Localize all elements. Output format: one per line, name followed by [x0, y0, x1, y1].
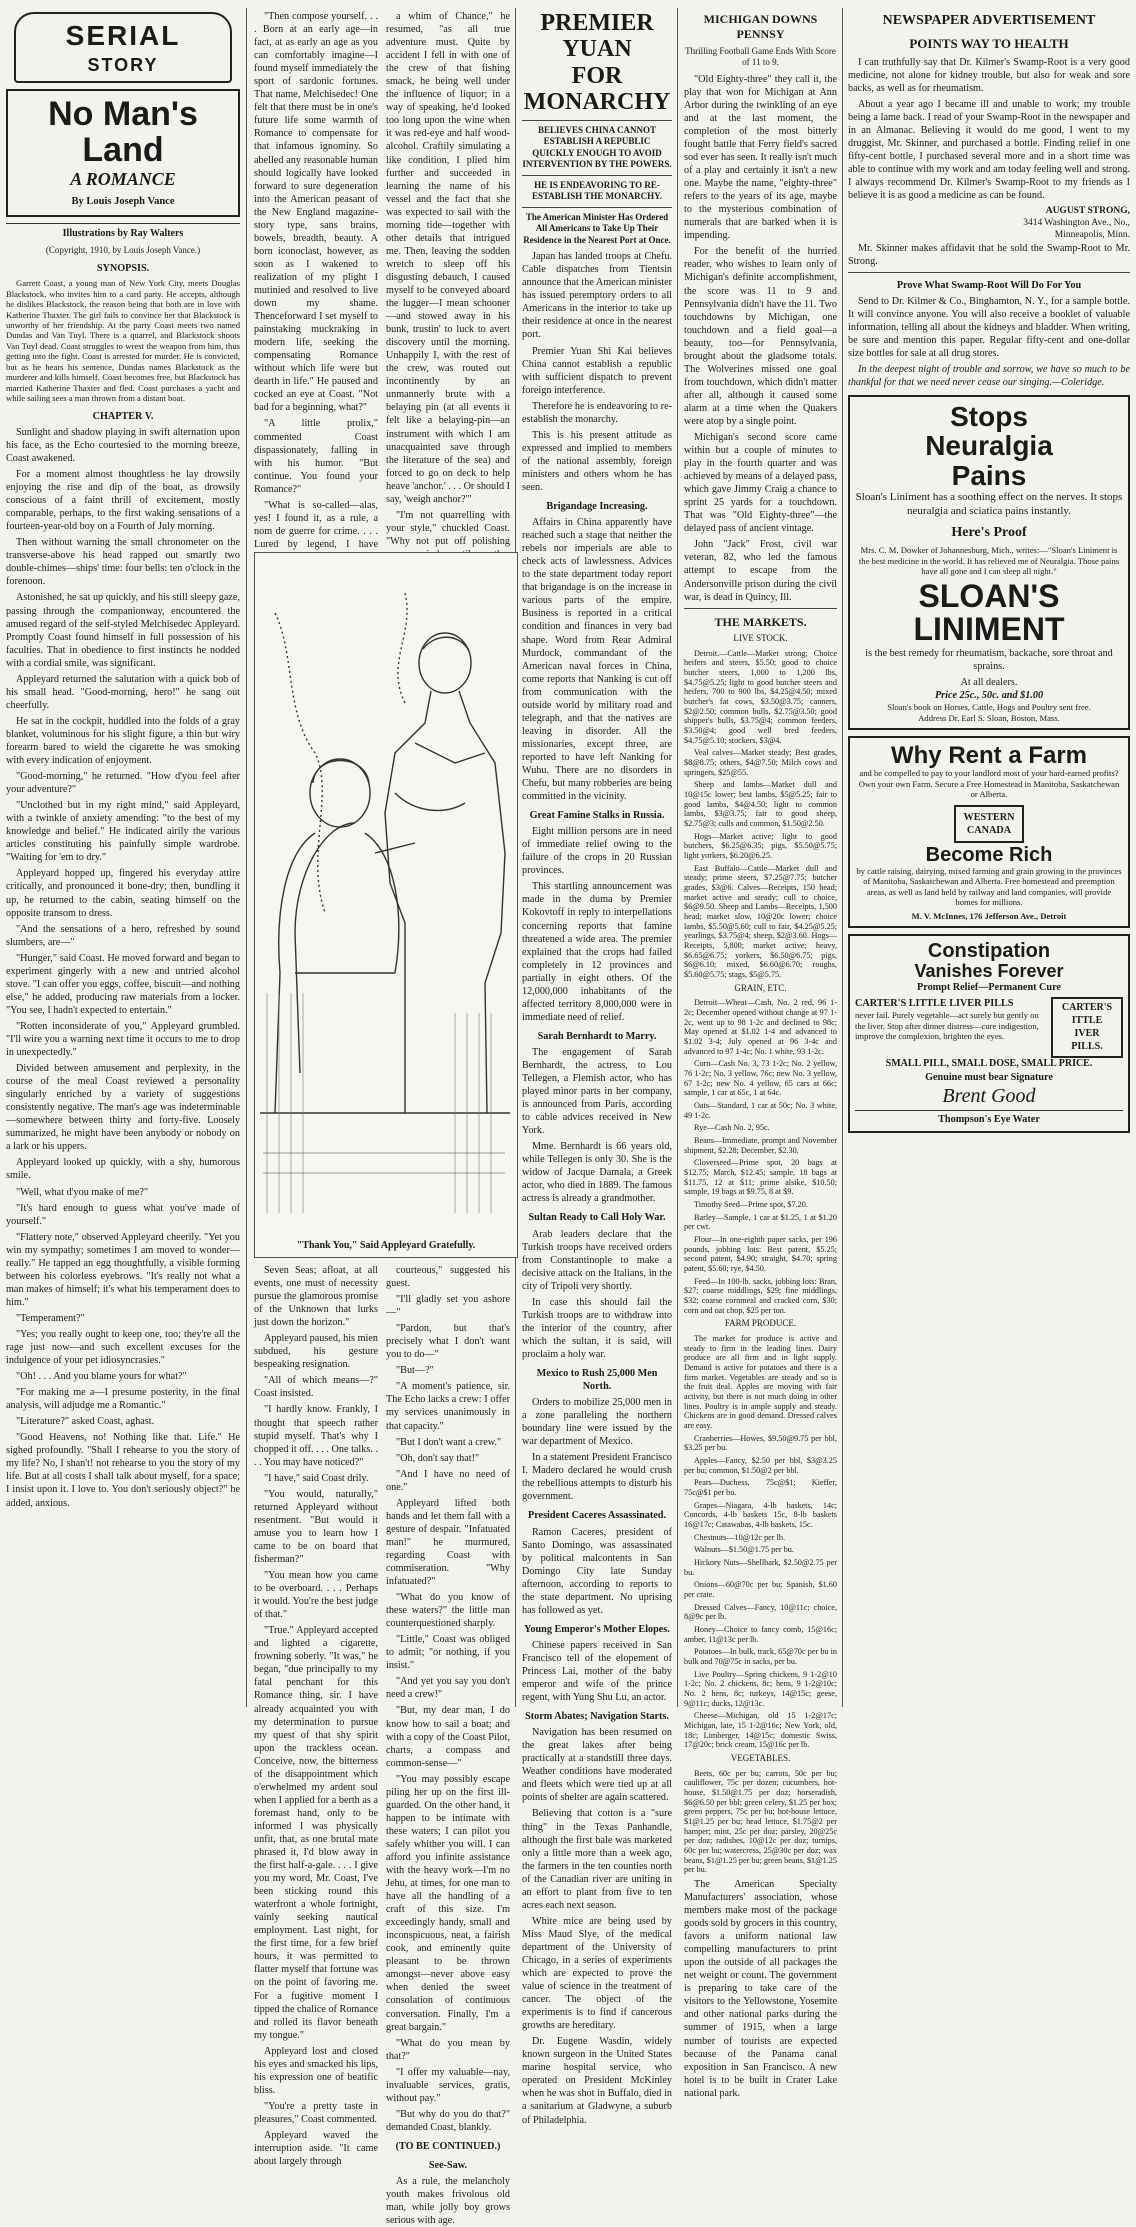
ad-subhead: Here's Proof [951, 525, 1027, 541]
news-subhead: Sarah Bernhardt to Marry. [537, 1030, 657, 1042]
story-label: STORY [87, 54, 159, 75]
divider [522, 175, 672, 176]
pill-box-text: CARTER'S [1061, 1002, 1113, 1014]
news-paragraph: Michigan's second score came within but a couple of minutes to play in the fourth quarter and was achieved by means of a delayed pass, which gave Jimmy Craig a chance to sprint 25 yards for a touchdown. That was "Old Eighty-three"—the delayed pass of ancient vintage. [684, 432, 837, 535]
story-paragraph: "Well, what d'you make of me?" [16, 1186, 149, 1198]
column-rule [677, 8, 678, 1707]
story-paragraph: "It's hard enough to guess what you've made of yourself." [6, 1202, 240, 1227]
news-subhead: Storm Abates; Navigation Starts. [525, 1711, 669, 1723]
filler-text: As a rule, the melancholy youth makes frivolous old man, while jolly boy grows serious with age. [386, 2176, 510, 2227]
market-report: Dressed Calves—Fancy, 10@11c; choice, 8@9c per lb. [684, 1602, 837, 1622]
news-paragraph: Orders to mobilize 25,000 men in a zone paralleling the northern boundary line were issued by the war department of Mexico. [522, 1397, 672, 1448]
story-paragraph: "I'll gladly set you ashore—" [386, 1294, 510, 1319]
story-paragraph: Then without warning the small chronometer on the transverse-above his head rapped out smartly two double-chimes—ships' time: four bells: ten o'clock in the forenoon. [6, 537, 240, 588]
story-author: By Louis Joseph Vance [71, 196, 175, 208]
story-paragraph: "I have," said Coast drily. [264, 1472, 369, 1484]
story-paragraph: "I hardly know. Frankly, I thought that speech rather stupid myself. That's why I chopped it off. . . . One talks. . . . You may have noticed?" [254, 1404, 378, 1468]
badge-line: CANADA [966, 824, 1012, 836]
news-paragraph: In case this should fail the Turkish troops are to withdraw into the interior of the country, after which the sultan, it is said, will proclaim a holy war. [522, 1296, 672, 1360]
market-report: Feed—In 100-lb. sacks, jobbing lots: Bran, $27; coarse middlings, $29; fine middlings, $32; coarse cornmeal and cracked corn, $30; corn and oat chop, $25 per ton. [684, 1276, 837, 1315]
ad-paragraph: is the best remedy for rheumatism, backache, sore throat and sprains. [865, 647, 1113, 672]
market-report: Onions—60@70c per bu; Spanish, $1.60 per crate. [684, 1580, 837, 1599]
story-paragraph: Appleyard paused, his mien subdued, his gesture bespeaking resignation. [254, 1333, 378, 1371]
news-paragraph: Affairs in China apparently have reached such a stage that neither the rebels nor imperials are able to check acts of lawlessness. Advices to the state department today report that brigandage is on the increase in various parts of the empire. Business is reported in a critical condition and finances in very bad shape. Word from Rear Admiral Murdock, commandant of the American naval forces in China, come reports that Nanking is cut off from communication with the outside world by military road and telegraph, and that the natives are leaving in disorder. All the missionaries, except three, are reported to have left Nanking for Wuhu. There are no disorders in Chefu, but many robberies are being committed in the vicinity. [522, 517, 672, 803]
market-report: Pears—Duchess, 75c@$1; Kieffer, 75c@$1 per bu. [684, 1478, 837, 1497]
story-paragraph: Appleyard waved the interruption aside. "It came about largely through [254, 2130, 378, 2168]
story-paragraph: "You mean how you came to be overboard. . . . Perhaps it would. You're the best judge of that." [254, 1570, 378, 1621]
ad-paragraph: About a year ago I became ill and unable to work; my trouble being a lame back. I read of your Swamp-Root in the newspaper and in an Almanac. Believing it would do me good, I went to my druggist, Mr. Skinner, and purchased a bottle. Finding relief in one fifty-cent bottle, I purchased several more and in a short time was able to continue with my work and am today feeling well and strong. I always recommend Dr. Kilmer's Swamp-Root to my friends as I believe it is as good a medicine as can be found. [848, 98, 1130, 201]
story-paragraph: "A little prolix," commented Coast dispassionately, falling in with his humor. "But continue. You found your Romance?" [254, 418, 378, 495]
ad-brand: LINIMENT [913, 611, 1065, 648]
market-report: Flour—In one-eighth paper sacks, per 196 pounds, jobbing lots: Best patent, $5.25; second patent, $4.90; straight, $4.70; spring patent, $5.60; rye, $4.50. [684, 1234, 837, 1273]
news-deck: BELIEVES CHINA CANNOT ESTABLISH A REPUBLIC QUICKLY ENOUGH TO AVOID INTERVENTION BY THE POWERS. [522, 124, 672, 170]
ad-brand: Thompson's Eye Water [855, 1110, 1123, 1126]
ad-paragraph: Mrs. C. M. Dowker of Johannesburg, Mich., writes:—"Sloan's Liniment is the best medicine in the world. It has relieved me of Neuralgia. Those pains have all gone and I can sleep all night." [858, 545, 1120, 577]
story-paragraph: "I'm not quarrelling with your style," chuckled Coast. "Why not put off polishing [386, 509, 510, 547]
story-paragraph: Astonished, he sat up quickly, and his still sleepy gaze, passing through the companionway, encountered the amused regard of the self-styled Melchisedec Appleyard. Promptly Coast found himself in full possession of his faculties. That in obedience to first instincts he nodded with a cordial smile, was significant. [6, 592, 240, 669]
news-headline: MICHIGAN DOWNS PENNSY [703, 12, 818, 42]
ad-note: Genuine must bear Signature [925, 1072, 1053, 1084]
testimonial-city: Minneapolis, Minn. [1054, 230, 1130, 241]
market-report: Veal calves—Market steady; Best grades, $8@8.75; others, $4@7.50; Milch cows and springers, $25@55. [684, 748, 837, 777]
ad-title: Why Rent a Farm [890, 742, 1088, 770]
two-men-smoking-drawing [255, 553, 517, 1257]
story-paragraph: "Then compose yourself. . . . Born at an early age—in fact, at as early an age as you can comfortably imagine—I found myself immediately the sport of sardonic fortunes. That name, Melchisedec! One felt that there must be in one's future life some warmth of Romance to compensate for that infamous ignominy. So abelled any reasonable human should logically have looked forward to sure degeneration into the American peasant of the New England magazine-story type, sans brains, bowels, breadth, beauty. A born iconoclast, however, as soon as I wakened to realization of my plight I mutinied and resolved to live down my shame. Thenceforward I set myself to painstaking muckraking in modern life, seeking the compensating Romance without which life were but dearth in life." He paused and cocked an eye at Coast. "Not bad for a beginning, what?" [254, 11, 378, 414]
ad-note: SMALL PILL, SMALL DOSE, SMALL PRICE. [885, 1058, 1093, 1070]
market-report: Potatoes—In bulk, track, 65@70c per bu in bulk and 70@75c in sacks, per bu. [684, 1647, 837, 1667]
story-illustration [254, 552, 518, 1258]
market-report: Beans—Immediate, prompt and November shipment, $2.28; December, $2.30. [684, 1135, 837, 1155]
news-paragraph: In a statement President Francisco I. Madero declared he would crush the rebellious attempts to disturb his government. [522, 1452, 672, 1503]
ad-title: Become Rich [925, 843, 1053, 866]
divider [522, 207, 672, 208]
story-paragraph: For a moment almost thoughtless he lay drowsily enjoying the rise and dip of the boat, as drowsily conscious of a faint thrill of excitement, mostly comparable, perhaps, to the first waking sensations of a fourteen-year-old boy on a Fourth of July morning. [6, 469, 240, 533]
story-paragraph: "Good-morning," he returned. "How d'you feel after your adventure?" [6, 771, 240, 796]
market-report: Oats—Standard, 1 car at 50c; No. 3 white, 49 1-2c. [684, 1100, 837, 1120]
news-subhead: Brigandage Increasing. [546, 501, 648, 513]
filler-heading: See-Saw. [428, 2160, 468, 2171]
ad-price: Price 25c., 50c. and $1.00 [934, 690, 1044, 701]
sloans-liniment-ad [848, 395, 1130, 730]
market-report: Timothy Seed—Prime spot, $7.20. [694, 1199, 808, 1209]
story-paragraph: "Little," Coast was obliged to admit; "or nothing, if you insist." [386, 1634, 510, 1672]
synopsis-text: Garrett Coast, a young man of New York City, meets Douglas Blackstock, who invites him to a card party. He accepts, although he dislikes Blackstock, the reason being that both are in love with Katherine Thaxter. The girl fails to convince her that Blackstock is unworthy of her friendship. At the party Coast meets two named Dundas and Van Tuyl. There is a quarrel, and Blackstock shoots Van Tuyl dead. Coast struggles to wrest the weapon from him, thus getting into the fight. Coast is arrested for murder. He is convicted, but as he hears his sentence, Dundas names Blackstock as the murderer and kills himself. Coast becomes free, but Blackstock has married Katherine Thaxter and fled. Coast purchases a yacht and while sailing sees a man thrown from a distant boat. [6, 278, 240, 404]
ad-note: At all dealers. [960, 676, 1018, 688]
news-deck: HE IS ENDEAVORING TO RE-ESTABLISH THE MONARCHY. [531, 179, 663, 202]
pill-box-text: PILLS. [1071, 1040, 1103, 1052]
story-paragraph: courteous," suggested his guest. [386, 1265, 510, 1290]
testimonial-address: 3414 Washington Ave., No., [1023, 218, 1130, 229]
market-report: Detroit.—Cattle—Market strong; Choice heifers and steers, $5.50; good to choice butcher steers, 1,000 to 1,200 lbs, $4.75@5.25; light to good butcher steers and heifers, 700 to 900 lbs, $4.25@4.50; mixed butcher's fat cows, $3.50@3.75; canners, $2@2.50; common bulls, $2.75@3.50; good shipper's bulls, $3.75@4; common feeders, $3.50@4; good well bred feeders, $4.75@5.10; stockers, $3@4. [684, 648, 837, 745]
news-paragraph: The engagement of Sarah Bernhardt, the actress, to Lou Tellegen, a Flemish actor, who has played minor parts in her company, is announced from Paris, according to cable advices received in New York. [522, 1046, 672, 1137]
news-deck: Thrilling Football Game Ends With Score of 11 to 9. [685, 45, 836, 68]
story-paragraph: Divided between amusement and perplexity, in the course of the meal Coast reviewed a personality singularly enriched by a variety of suggestions consistently negative. The man's age was indeterminable—somewhere between thirty and forty-five. Loosely summarized, he might have been anybody or nobody on a lark or his uppers. [6, 1063, 240, 1153]
chapter-heading: CHAPTER V. [92, 410, 154, 422]
story-paragraph: Appleyard lifted both hands and let them fall with a gesture of despair. "Infatuated man!" he murmured, regarding Coast with commiseration. "Why infatuated?" [386, 1497, 510, 1588]
story-column-3-top [386, 10, 510, 545]
market-report: Grapes—Niagara, 4-lb baskets, 14c; Concords, 4-lb baskets 15c, 8-lb baskets 16@17c; Catawabas, 4-lb baskets, 15c. [684, 1500, 837, 1529]
story-paragraph: "What is so-called—alas, yes! I found it, as a rule, a nom de guerre for crime. . . . Lured by legend, I have [254, 499, 378, 550]
news-column-markets [684, 10, 837, 2099]
story-paragraph: "But, my dear man, I do know how to sail a boat; and with a copy of the Coast Pilot, charts, a compass and common-sense—" [386, 1705, 510, 1769]
to-be-continued: (TO BE CONTINUED.) [395, 2140, 501, 2152]
story-paragraph: "Hunger," said Coast. He moved forward and began to experiment gingerly with a new and untried alcohol stove. "I can offer you eggs, coffee, biscuit—and nothing else," he added, producing raw materials from a locker. "You see, I hadn't expected to entertain." [6, 952, 240, 1016]
story-paragraph: Appleyard hopped up, fingered his everyday attire critically, and pronounced it bone-dry; then, bundling it up, he returned to the cabin, seating himself on the opposite transom to dress. [6, 868, 240, 919]
markets-subhead: FARM PRODUCE. [724, 1318, 797, 1329]
column-rule [246, 8, 247, 1707]
news-paragraph: Arab leaders declare that the Turkish troops have received orders from Constantinople to make a decisive attack on the Italians, in the city of Tripoli very shortly. [522, 1228, 672, 1292]
story-paragraph: "You may possibly escape piling her up on the first ill-guarded. On the other hand, it happen to be intimate with these waters; I can pilot you safely whither you will. I can afford you infinite assistance with the heavy work—I'm no Jehu, at times, for one man to have all the handling of a craft of this size. I'm exceedingly handy, small and inconspicuous, neat, a fairish cook, and eminently quite pleasant to be thrown amongst—never above easy when denied the sweet consolation of continuous conversation. Finally, I'm a great bargain." [386, 1773, 510, 2033]
signature: Brent Good [942, 1085, 1036, 1108]
ad-subhead: Prompt Relief—Permanent Cure [917, 982, 1061, 994]
news-paragraph: Eight million persons are in need of immediate relief owing to the failure of the crops in 20 Russian provinces. [522, 826, 672, 877]
story-paragraph: "I offer my valuable—nay, invaluable services, gratis, without pay." [386, 2066, 510, 2104]
illustrator-credit: Illustrations by Ray Walters [6, 223, 240, 241]
market-report: Chestnuts—10@12c per lb. [694, 1532, 785, 1542]
story-title-line-2: Land [82, 130, 164, 169]
testimonial-signature: AUGUST STRONG, [1045, 206, 1130, 217]
news-paragraph: This is his present attitude as expressed and implied to members of the national assembly, foreign ministers and others whom he has seen. [522, 429, 672, 493]
story-paragraph: Appleyard looked up quickly, with a shy, humorous smile. [6, 1157, 240, 1182]
story-paragraph: "True." Appleyard accepted and lighted a cigarette, frowning soberly. "It was," he began, "due principally to my fatal penchant for this Romance thing, sir. I have already acquainted you with my determination to pursue my quest of that shy spirit upon the trackless ocean. Conceive, now, the bitterness of the disappointment which o'erwhelmed my ardent soul when I applied for a berth as a foremast hand, only to be informed I was physically unfit, that, as one brutal mate phrased it, I'd blow away in the first half-a-gale. . . . I give you my word, Mr. Coast, I've been sticking round this waterfront a whole fortnight, vainly seeking nautical employment. Last night, for the first time, for a few brief hours, it was permitted to flatter myself that fortune was on the point of favoring me. For a fugitive moment I tipped the chalice of Romance and rolled its flavor beneath my tongue." [254, 1625, 378, 2041]
story-column-3-bottom [386, 1264, 510, 2227]
market-report: The market for produce is active and steady to firm in the leading lines. Dairy produce are all firm and in light supply. Demand is active for potatoes and there is a firm market. Vegetables are steady and so is the fruit deal. Apples are moving with fair activity, but there is not much doing in other lines. Poultry is in ample supply and steady. Chickens are in good demand. Dressed calves are easy. [684, 1333, 837, 1430]
story-paragraph: Sunlight and shadow playing in swift alternation upon his face, as the Echo courtesied to the morning breeze, Coast awakened. [6, 426, 240, 465]
story-title-line-1: No Man's [48, 94, 198, 133]
ad-title: Neuralgia [925, 430, 1053, 462]
western-canada-badge [954, 805, 1025, 843]
ad-paragraph: and be compelled to pay to your landlord most of your hard-earned profits? Own your own Farm. Secure a Free Homestead in Manitoba, Saskatchewan or Alberta. [858, 768, 1120, 800]
ad-headline: POINTS WAY TO HEALTH [909, 35, 1069, 51]
news-paragraph: Premier Yuan Shi Kai believes China cannot establish a republic with sufficient dispatch to prevent foreign interference. [522, 345, 672, 396]
market-report: Apples—Fancy, $2.50 per bbl, $3@3.25 per bu; common, $1.50@2 per bbl. [684, 1455, 837, 1475]
market-report: Beets, 60c per bu; carrots, 50c per bu; cauliflower, 75c per dozen; cucumbers, hot-house, $1.50@1.75 per doz; horseradish, $6@6.50 per bbl; green celery, $1.25 per box; green peppers, 75c per bu; hot-house lettuce, $1@1.25 per bu; head lettuce, $1.75@2 per hamper; mint, 25c per doz; parsley, 20@25c per doz; radishes, 10@12c per doz; turnips, 60c per bu; watercress, 25@30c per doz; wax beans, $1@1.25 per bu; green beans, $1@1.25 per bu. [684, 1768, 837, 1875]
story-column-2-top [254, 10, 378, 550]
news-paragraph: This startling announcement was made in the duma by Premier Kokovtoff in reply to interpellations concerning reports that famine threatened a wide area. The premier explained that the crops had failed completely in 12 provinces and partially in eight others. Of the 12,000,000 inhabitants of the affected territory 8,000,000 were in immediate need of relief. [522, 881, 672, 1023]
advertisement-column [848, 10, 1130, 1705]
story-paragraph: "But I don't want a crew." [396, 1436, 502, 1448]
news-headline: FOR MONARCHY [523, 62, 671, 116]
story-paragraph: He sat in the cockpit, huddled into the folds of a gray blanket, voluminous for his slight figure, a thin but wiry forearm bared to wield the cigarette he was smoking with every indication of enjoyment. [6, 715, 240, 767]
story-paragraph: "Good Heavens, no! Nothing like that. Life." He sighed profoundly. "Shall I rehearse to you the story of my life? No, I shan't! not rehearse to you the story of my life. But at all costs I shall talk about myself, for a space; I insist upon it. I love to. You don't seriously object?" he added, anxious. [6, 1432, 240, 1509]
news-paragraph: Mme. Bernhardt is 66 years old, while Tellegen is only 30. She is the widow of Jacque Damala, a Greek actor, who died in 1889. The famous actress is already a grandmother. [522, 1141, 672, 1205]
story-paragraph: "For making me a—I presume posterity, in the final analysis, will adjudge me a Romantic." [6, 1387, 240, 1412]
story-paragraph: "And I have no need of one." [386, 1468, 510, 1493]
market-report: Cranberries—Howes, $9.50@9.75 per bbl, $3.25 per bu. [684, 1433, 837, 1453]
news-paragraph: Ramon Caceres, president of Santo Domingo, was assassinated by political malcontents in San Domingo City late Sunday afternoon, according to reports to the state department. No uprising has followed as yet. [522, 1526, 672, 1616]
news-subhead: Great Famine Stalks in Russia. [529, 810, 665, 822]
story-paragraph: Appleyard returned the salutation with a quick bob of his small head. "Good-morning, hero!" he sang out cheerfully. [6, 673, 240, 711]
ad-paragraph: by cattle raising, dairying, mixed farming and grain growing in the provinces of Manitoba, Saskatchewan and Alberta. Free homestead and preemption areas, as well as land held by railway and land companies, will provide homes for millions. [856, 865, 1122, 908]
market-report: Detroit—Wheat—Cash, No. 2 red, 96 1-2c; December opened without change at 97 1-2c, went up to 98 1-2c and declined to 98c; May opened at $1.02 1-4 and advanced to $1.02 3-4; July opened at 96 3-4c and advanced to 97 1-4c; No. 1 white, 93 1-2c. [684, 998, 837, 1056]
market-report: Live Poultry—Spring chickens, 9 1-2@10 1-2c; No. 2 chickens, 8c; hens, 9 1-2@10c; No. 2 hens, 8c; turkeys, 14@15c; geese, 9@11c; ducks, 12@13c. [684, 1669, 837, 1708]
news-paragraph: Believing that cotton is a "sure thing" in the Texas Panhandle, although the first bale was marketed only a little more than a week ago, the farmers in the ten counties north of the Canadian river are uniting in an effort to plant from five to ten acres each next season. [522, 1808, 672, 1911]
ad-headline: NEWSPAPER ADVERTISEMENT [882, 13, 1096, 28]
news-column-china [522, 10, 672, 2126]
ad-paragraph: Send to Dr. Kilmer & Co., Binghamton, N. Y., for a sample bottle. It will convince anyone. You will also receive a booklet of valuable information, telling all about the kidneys and bladder. When writing, be sure and mention this paper. Regular fifty-cent and one-dollar size bottles for sale at all drug stores. [848, 295, 1130, 359]
market-report: Corn—Cash No. 3, 73 1-2c; No. 2 yellow, 76 1-2c; No. 3 yellow, 76c; new No. 3 yellow, 67 1-2c; new No. 4 yellow, 65 cars at 66c; sample, 1 car at 65c, 1 at 64c. [684, 1059, 837, 1098]
story-paragraph: "Oh! . . . And you blame yours for what?" [16, 1371, 187, 1383]
news-headline: PREMIER YUAN [540, 10, 654, 63]
news-paragraph: White mice are being used by Miss Maud Slye, of the medical department of the University of Chicago, in a series of experiments which are expected to prove the value of science in the treatment of cancer. The object of the experiments is to find if cancerous growths are hereditary. [522, 1915, 672, 2032]
story-paragraph: "A moment's patience, sir. The Echo lacks a crew: I offer my services unanimously in that capacity." [386, 1381, 510, 1432]
story-paragraph: "Flattery note," observed Appleyard cheerily. "Yet you win my sympathy; sometimes I am moved to wonder—really." He tapped an egg thoughtfully, a visible forming between his colorless eyebrows. "It's really not what a man makes of himself; it's what his temperament does to him." [6, 1231, 240, 1308]
ad-brand: SLOAN'S [918, 577, 1060, 614]
quotation: In the deepest night of trouble and sorrow, we have so much to be thankful for that we need never cease our singing.—Coleridge. [848, 363, 1130, 388]
market-report: Hickory Nuts—Shellbark, $2.50@2.75 per bu. [684, 1557, 837, 1577]
illustration-caption: "Thank You," Said Appleyard Gratefully. [296, 1240, 476, 1251]
news-paragraph: For the benefit of the hurried reader, who wishes to learn only of Michigan's definite accomplishment, the score was 11 to 9 and Pennsylvania didn't have the 11. Two touchdowns by Michigan, one touchdown and a field goal—a beauty, too—for Pennsylvania, brought about the gladsome totals. The Wolverines missed one goal from touchdown, which didn't matter after all, although it caused some alarm at a time when the Quakers were atop by a single point. [684, 246, 837, 427]
divider [684, 608, 837, 609]
pill-box-text: IVER [1074, 1027, 1100, 1039]
story-paragraph: Seven Seas; afloat, at all events, one must of necessity pursue the glamorous promise of the Unknown that lurks just down the horizon." [254, 1265, 378, 1329]
markets-subhead: GRAIN, ETC. [734, 982, 787, 993]
story-paragraph: "You would, naturally," returned Appleyard without resentment. "But would it amuse you to learn how I came to be on board that fisherman?" [254, 1488, 378, 1565]
story-paragraph: "Oh, don't say that!" [396, 1452, 480, 1464]
divider [848, 272, 1130, 273]
news-deck: The American Minister Has Ordered All Americans to Take Up Their Residence in the Nearest Port at Once. [523, 211, 671, 245]
carters-pills-ad [848, 934, 1130, 1133]
news-paragraph: Chinese papers received in San Francisco tell of the elopement of Princess Lai, mother of the baby emperor and wife of the prince regent, with Yung Shu Lu, an actor. [522, 1639, 672, 1704]
story-paragraph: "You're a pretty taste in pleasures," Coast commented. [254, 2100, 378, 2125]
ad-address: Address Dr. Earl S. Sloan, Boston, Mass. [918, 712, 1060, 723]
news-paragraph: John "Jack" Frost, civil war veteran, 82, who led the famous attempt to escape from the Andersonville prison during the civil war, is dead in Quincy, Ill. [684, 539, 837, 603]
news-subhead: Young Emperor's Mother Elopes. [524, 1623, 670, 1635]
market-report: Rye—Cash No. 2, 95c. [694, 1123, 770, 1133]
story-paragraph: Appleyard lost and closed his eyes and smacked his lips, his expression one of beatific bliss. [254, 2045, 378, 2096]
story-paragraph: "Yes; you really ought to keep one, too; they're all the rage just now—and such excellent excuses for the indulgence of your pet idiosyncrasies." [6, 1328, 240, 1367]
ad-title: Constipation [927, 940, 1051, 963]
market-report: Honey—Choice to fancy comb, 15@16c; amber, 11@13c per lb. [684, 1625, 837, 1644]
news-paragraph: Navigation has been resumed on the great lakes after being practically at a standstill three days. Weather conditions have moderated and fleets which were tied up at all points of shelter are again scattered. [522, 1727, 672, 1804]
ad-brand: CARTER'S LITTLE LIVER PILLS [855, 998, 1014, 1010]
news-paragraph: "Old Eighty-three" they call it, the play that won for Michigan at Ann Arbor during the twinkling of an eye and at the last moment, the completion of the most bitterly fought battle that Ferry field's sacred sod ever has seen. It really isn't much of a play and certainly it isn't a new one. Maybe the name, "eighty-three" refers to the years of its age, maybe to the mysterious combination of numerals that are barked when it is impending. [684, 73, 837, 242]
markets-subhead: LIVE STOCK. [733, 632, 788, 643]
market-report: Barley—Sample, 1 car at $1.25, 1 at $1.20 per cwt. [684, 1212, 837, 1232]
western-canada-ad [848, 736, 1130, 928]
pill-box-image [1051, 997, 1123, 1058]
copyright-line: (Copyright, 1910, by Louis Joseph Vance.) [45, 244, 201, 255]
divider [522, 120, 672, 121]
ad-title: Pains [951, 459, 1027, 491]
story-paragraph: "And yet you say you don't need a crew!" [386, 1676, 510, 1701]
story-paragraph: "Rotten inconsiderate of you," Appleyard grumbled. "I'll wire you a warning next time it occurs to me to drop in unexpectedly." [6, 1020, 240, 1059]
story-column-2-bottom [254, 1264, 378, 2168]
story-paragraph: "Literature?" asked Coast, aghast. [16, 1416, 155, 1428]
story-subtitle: A ROMANCE [70, 169, 176, 190]
ad-paragraph: Sloan's Liniment has a soothing effect on the nerves. It stops neuralgia and sciatica pains instantly. [855, 491, 1123, 518]
markets-heading: THE MARKETS. [714, 614, 807, 629]
news-subhead: Mexico to Rush 25,000 Men North. [536, 1368, 658, 1393]
ad-subhead: Prove What Swamp-Root Will Do For You [896, 279, 1082, 291]
serial-story-badge [14, 12, 232, 83]
markets-subhead: VEGETABLES. [730, 1753, 791, 1764]
ad-paragraph: I can truthfully say that Dr. Kilmer's Swamp-Root is a very good medicine, not alone for kidney trouble, but also for weak and sore backs, as well as for rheumatism. [848, 56, 1130, 94]
ad-paragraph: Mr. Skinner makes affidavit that he sold the Swamp-Root to Mr. Strong. [848, 242, 1130, 267]
story-paragraph: "Unclothed but in my right mind," said Appleyard, with a twinkle of anxiety amending: "to the best of my knowledge and belief." He indicated airily the various articles constituting his painfully simple wardrobe. "Waiting for 'em to dry." [6, 800, 240, 864]
pill-box-text: ITTLE [1071, 1014, 1103, 1026]
story-paragraph: "But why do you do that?" demanded Coast, blankly. [386, 2108, 510, 2133]
story-paragraph: "Pardon, but that's precisely what I don't want you to do—" [386, 1323, 510, 1361]
ad-paragraph: never fail. Purely vegetable—act surely but gently on the liver. Stop after dinner distress—cure indigestion, improve the complexion, brighten the eyes. [855, 1010, 1039, 1042]
ad-address: M. V. McInnes, 176 Jefferson Ave., Detroit [911, 910, 1067, 921]
story-paragraph: "Temperament?" [16, 1312, 85, 1324]
market-report: Cloverseed—Prime spot, 20 bags at $12.75; March, $12.45; sample, 18 bags at $11.75, 12 at $11; prime alsike, $10.50; sample, 19 bags at $9.75, 8 at $9. [684, 1158, 837, 1197]
story-title-box [6, 89, 240, 217]
market-report: East Buffalo—Cattle—Market dull and steady; prime steers, $7.25@7.75; butcher grades, $3@6. Calves—Receipts, 150 head; market active and steady; cull to choice, $6@9.50. Sheep and Lambs—Receipts, 1,500 head; market slow, 10@20c lower; choice lambs, $5.50@5.60; cull to fair, $4.25@5.25; yearlings, $3.75@4; sheep, $2@3.60. Hogs—Receipts, 5,800; market active; heavy, $6.65@6.75; yorkers, $6.50@6.75; pigs, $6@6.10; mixed, $6.60@6.70; roughs, $5.60@5.75; stags, $5@5.75. [684, 863, 837, 979]
story-paragraph: "But—?" [396, 1365, 434, 1377]
story-paragraph: a whim of Chance," he resumed, "as all true adventure must. Quite by accident I fell in with one of the crew of that fishing smack, he being well under the influence of liquor; in a way of speaking, he'd looked too long upon the wine when it was red-eye and half wood-alcohol. Craftily simulating a like condition, I plied him further and succeeded in learning the name of his vessel and the fact that she was expected to sail with the morning tide—together with other details that intrigued me. Then, leaving the sodden wretch to sleep off his disgusting debauch, I caused myself to be conveyed aboard the lugger—I mean schooner—and stowed away in his bunk, trustin' to luck to avert discovery until the morning. Unhappily I, with the rest of the crew, was routed out incontinently by an unmannerly brute with a belaying pin (at all events it felt like a belaying-pin—an instrument with which I am unacquainted save through the literature of the sea) and forced to go on deck to help heave 'anchor.' . . . Or should I say, 'weigh anchor?'" [386, 11, 510, 505]
ad-title: Vanishes Forever [914, 961, 1064, 982]
badge-line: WESTERN [963, 811, 1015, 823]
news-paragraph: Japan has landed troops at Chefu. Cable dispatches from Tientsin announce that the American minister has issued peremptory orders to all Americans in the interior to take up their residence at once in the nearest port. [522, 251, 672, 341]
market-report: Cheese—Michigan, old 15 1-2@17c; Michigan, late, 15 1-2@16c; New York, old, 18c; Limberger, 14@15c; domestic Swiss, 17@20c; brick cream, 15@16c per lb. [684, 1711, 837, 1750]
market-report: Sheep and lambs—Market dull and 10@15c lower; best lambs, $5@5.25; fair to good lambs, $4@4.50; light to common lambs, $3@3.75; fair to good sheep, $2.75@3; culls and common, $1.50@2.50. [684, 780, 837, 828]
news-paragraph: Therefore he is endeavoring to re-establish the monarchy. [522, 400, 672, 425]
news-subhead: President Caceres Assassinated. [528, 1510, 666, 1522]
serial-label: SERIAL [65, 20, 181, 51]
story-paragraph: "And the sensations of a hero, refreshed by sound slumbers, are—" [6, 923, 240, 948]
news-paragraph: The American Specialty Manufacturers' association, whose members make most of the package goods sold by grocers in this country, favors a uniform national law compelling manufacturers to print upon the outside of all packages the net weight or count. The government is preparing to take care of the visitors to the Yellowstone, Yosemite and other national parks during the summer of 1915, when a large number of tourists are expected because of the Panama canal exposition in San Francisco. A new hotel is to be built in Crater Lake national park. [684, 1878, 837, 2099]
story-paragraph: "All of which means—?" Coast insisted. [254, 1375, 378, 1400]
story-paragraph: "What do you mean by that?" [386, 2037, 510, 2062]
market-report: Walnuts—$1.50@1.75 per bu. [694, 1545, 794, 1555]
market-report: Hogs—Market active; light to good butchers, $6.25@6.35; pigs, $5.50@5.75; light yorkers, $6.20@6.25. [684, 831, 837, 860]
column-rule [842, 8, 843, 1707]
synopsis-heading: SYNOPSIS. [96, 263, 150, 275]
news-paragraph: Dr. Eugene Wasdin, widely known surgeon in the United States marine hospital service, who operated on President McKinley when he was shot in Buffalo, died in a sanitarium at Gladwyne, a suburb of Philadelphia. [522, 2036, 672, 2126]
story-column-1 [6, 10, 240, 1705]
story-paragraph: "What do you know of these waters?" the little man counterquestioned sharply. [386, 1592, 510, 1630]
news-subhead: Sultan Ready to Call Holy War. [528, 1212, 666, 1224]
ad-note: Sloan's book on Horses, Cattle, Hogs and Poultry sent free. [887, 702, 1091, 713]
ad-title: Stops [950, 400, 1028, 432]
